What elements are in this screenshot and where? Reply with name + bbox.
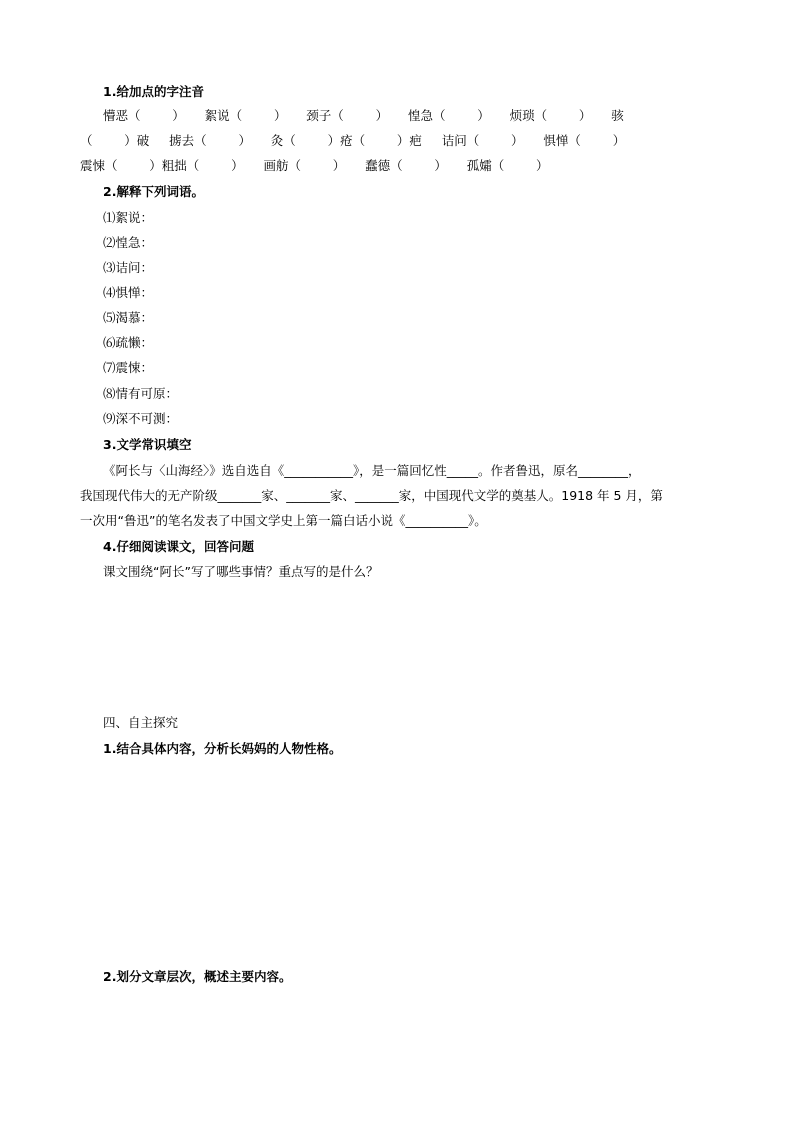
- definition-item-7: ⑺震悚：: [103, 360, 154, 375]
- literature-line-3: 一次用“鲁迅”的笔名发表了中国文学史上第一篇白话小说《__________》。: [80, 513, 487, 528]
- definition-item-5: ⑸渴慕：: [103, 310, 154, 325]
- pinyin-row-3: 震悚（ ）粗拙（ ） 画舫（ ） 蠢德（ ） 孤孀（ ）: [80, 158, 549, 173]
- section2-heading: 2.解释下列词语。: [103, 184, 204, 199]
- section4-heading: 4.仔细阅读课文，回答问题: [103, 539, 254, 554]
- section4-question: 课文围绕“阿长”写了哪些事情？重点写的是什么？: [103, 564, 379, 579]
- part4-question-1: 1.结合具体内容，分析长妈妈的人物性格。: [103, 741, 342, 756]
- part4-question-2: 2.划分文章层次，概述主要内容。: [103, 969, 292, 984]
- section3-heading: 3.文学常识填空: [103, 437, 192, 452]
- definition-item-6: ⑹疏懒：: [103, 335, 154, 350]
- definition-item-3: ⑶诘问：: [103, 260, 154, 275]
- pinyin-row-1: 懵恶（ ） 絮说（ ） 颈子（ ） 惶急（ ） 烦琐（ ） 骇: [103, 108, 624, 123]
- definition-item-8: ⑻情有可原：: [103, 386, 179, 401]
- literature-line-1: 《阿长与〈山海经〉》选自选自《___________》，是一篇回忆性_____。作者鲁迅，原名________，: [103, 463, 641, 478]
- definition-item-4: ⑷惧惮：: [103, 285, 154, 300]
- part4-heading: 四、自主探究: [103, 715, 179, 730]
- pinyin-row-2: （ ）破 掳去（ ） 灸（ ）疮（ ）疤 诘问（ ） 惧惮（ ）: [80, 133, 626, 148]
- definition-item-9: ⑼深不可测：: [103, 411, 179, 426]
- definition-item-2: ⑵惶急：: [103, 235, 154, 250]
- section1-heading: 1.给加点的字注音: [103, 84, 204, 99]
- definition-item-1: ⑴絮说：: [103, 210, 154, 225]
- literature-line-2: 我国现代伟大的无产阶级_______家、_______家、_______家，中国现代文学的奠基人。1918 年 5 月，第: [80, 488, 663, 503]
